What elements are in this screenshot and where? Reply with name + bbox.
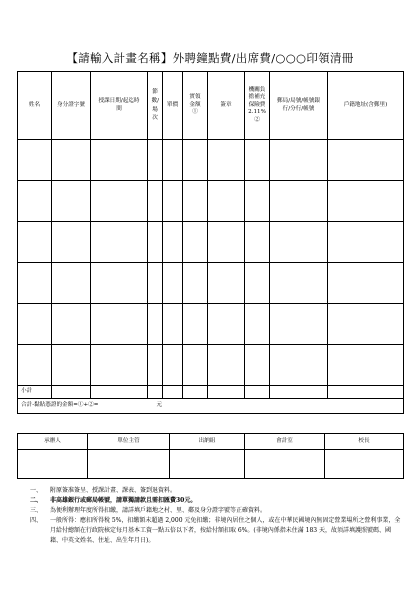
payment-table xyxy=(17,71,404,414)
header-date-time: 授課日期/起迄時間 xyxy=(91,72,148,140)
page-title: 【請輸入計畫名稱】外聘鐘點費/出席費/○○○印領清冊 xyxy=(66,51,354,65)
header-address: 戶籍地址(含郵里) xyxy=(328,72,404,140)
note-item: 四、 一般所得：應扣所得稅 5%，扣繳額未超過 2,000 元免扣繳；非境內居住之個人，或在中華民國境內無固定營業場所之營利事業，全月給付總額在行政院核定每月基本工資一點五倍以下者，按給付額扣取 6%。(非境內係指未住滿 183 天，故須詳填護照號碼、國籍、中英文姓名、住址、出生年月日)。 xyxy=(30,517,401,544)
approval-cashier: 出納組 xyxy=(170,434,245,450)
note-item: 一、 附原簽准簽呈、授課計畫、課表、簽到退資料。 xyxy=(30,487,177,494)
table-row xyxy=(18,263,404,304)
approval-signature-row xyxy=(18,450,404,479)
total-row xyxy=(18,399,404,414)
approval-handler: 承辦人 xyxy=(18,434,88,450)
header-insurance-premium: 機關負擔補充保險費2.11%② xyxy=(245,72,270,140)
approval-unit-head: 單位主管 xyxy=(88,434,170,450)
table-header-row xyxy=(18,72,404,140)
header-unit-price: 單價 xyxy=(163,72,183,140)
table-row xyxy=(18,345,404,386)
notes-section xyxy=(30,486,402,546)
header-bank-account: 郵局/局號/帳號銀行/分行/帳號 xyxy=(270,72,328,140)
note-item: 二、 非高雄銀行或郵局帳號，請單獨請款且需扣匯費30元。 xyxy=(30,497,197,504)
header-sessions: 節數/場次 xyxy=(148,72,163,140)
header-net-amount: 實領金額① xyxy=(183,72,208,140)
header-id-number: 身分證字號 xyxy=(52,72,91,140)
header-name: 姓名 xyxy=(18,72,52,140)
subtotal-row xyxy=(18,386,404,399)
approval-principal: 校長 xyxy=(325,434,404,450)
table-row xyxy=(18,222,404,263)
header-signature: 簽章 xyxy=(208,72,245,140)
table-row xyxy=(18,140,404,181)
table-row xyxy=(18,181,404,222)
approval-table xyxy=(17,433,404,479)
total-label: 合計-黏貼憑證的金額=①+②= xyxy=(21,402,99,409)
total-unit: 元 xyxy=(156,402,163,409)
total-cell xyxy=(18,399,404,414)
note-item: 三、 為便利辦理年度所得扣繳，請詳填戶籍地之村、里、鄰及身分證字號等正確資料。 xyxy=(30,507,267,514)
approval-header-row xyxy=(18,434,404,450)
table-row xyxy=(18,304,404,345)
subtotal-label: 小計 xyxy=(18,386,52,399)
approval-accounting: 會計室 xyxy=(245,434,325,450)
